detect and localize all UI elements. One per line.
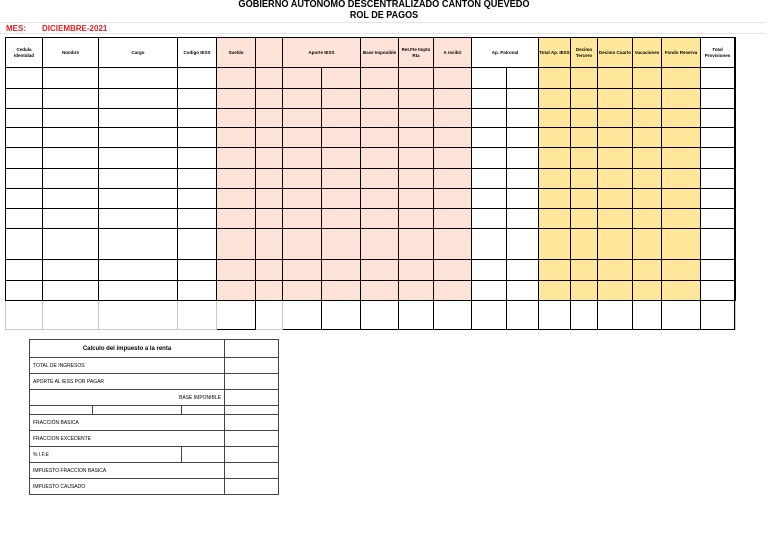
- col-ret-fte: Ret.Fte Impto Rta: [399, 38, 434, 68]
- fraccion-excedente-label: FRACCION EXCEDENTE: [30, 431, 225, 447]
- table-row: [6, 260, 736, 281]
- col-a-recibir: A recibir: [434, 38, 472, 68]
- table-row: [6, 229, 736, 260]
- col-fondo-reserva: Fondo Reserva: [662, 38, 701, 68]
- report-title: GOBIERNO AUTONOMO DESCENTRALIZADO CANTON QUEVEDO: [238, 0, 530, 10]
- col-decimo-cuarto: Decimo Cuarto: [598, 38, 633, 68]
- base-imponible-label: BASE IMPONIBLE: [30, 390, 225, 406]
- table-row: [6, 68, 736, 89]
- col-empty: [735, 38, 736, 68]
- guide-line: [0, 22, 766, 23]
- guide-line: [0, 33, 766, 34]
- col-vacaciones: Vacaciones: [633, 38, 662, 68]
- col-cedula: Cedula Identidad: [6, 38, 43, 68]
- col-ap-patronal: Ap. Patronal: [472, 38, 539, 68]
- table-row: [6, 109, 736, 128]
- table-header-row: [6, 38, 736, 68]
- table-row: [6, 169, 736, 189]
- col-aporte-iess: Aporte IESS: [283, 38, 361, 68]
- impuesto-causado-label: IMPUESTO CAUSADO: [30, 479, 225, 495]
- fraccion-basica-label: FRACCIÓN BASICA: [30, 415, 225, 431]
- col-total-ap-iess: Total Ap. IESS: [539, 38, 571, 68]
- report-subtitle: ROL DE PAGOS: [349, 10, 419, 21]
- totals-row: [6, 301, 736, 330]
- tax-box-title: Calculo del impuesto a la renta: [30, 340, 225, 358]
- table-row: [6, 128, 736, 148]
- col-sueldo: Sueldo: [217, 38, 256, 68]
- col-cargo: Cargo: [99, 38, 178, 68]
- month-value: DICIEMBRE-2021: [42, 24, 108, 33]
- table-row: [6, 209, 736, 229]
- col-total-provisiones: Total Provisiones: [701, 38, 735, 68]
- total-ingresos-label: TOTAL DE INGRESOS: [30, 358, 225, 374]
- income-tax-box: [29, 339, 279, 495]
- table-row: [6, 189, 736, 209]
- payroll-table: [5, 37, 736, 330]
- col-base-imponible: Base Imponible: [361, 38, 399, 68]
- pct-ife-label: % I.F.E: [30, 447, 182, 463]
- col-nombre: Nombre: [43, 38, 99, 68]
- table-row: [6, 89, 736, 109]
- month-label: MES:: [6, 24, 26, 33]
- table-row: [6, 148, 736, 169]
- col-decimo-tercero: Decimo Tercero: [571, 38, 598, 68]
- aporte-iess-label: APORTE AL IESS POR PAGAR: [30, 374, 225, 390]
- col-empty: [256, 38, 283, 68]
- col-codigo-iess: Codigo IESS: [178, 38, 217, 68]
- table-row: [6, 281, 736, 301]
- impuesto-fraccion-basica-label: IMPUESTO FRACCION BASICA: [30, 463, 225, 479]
